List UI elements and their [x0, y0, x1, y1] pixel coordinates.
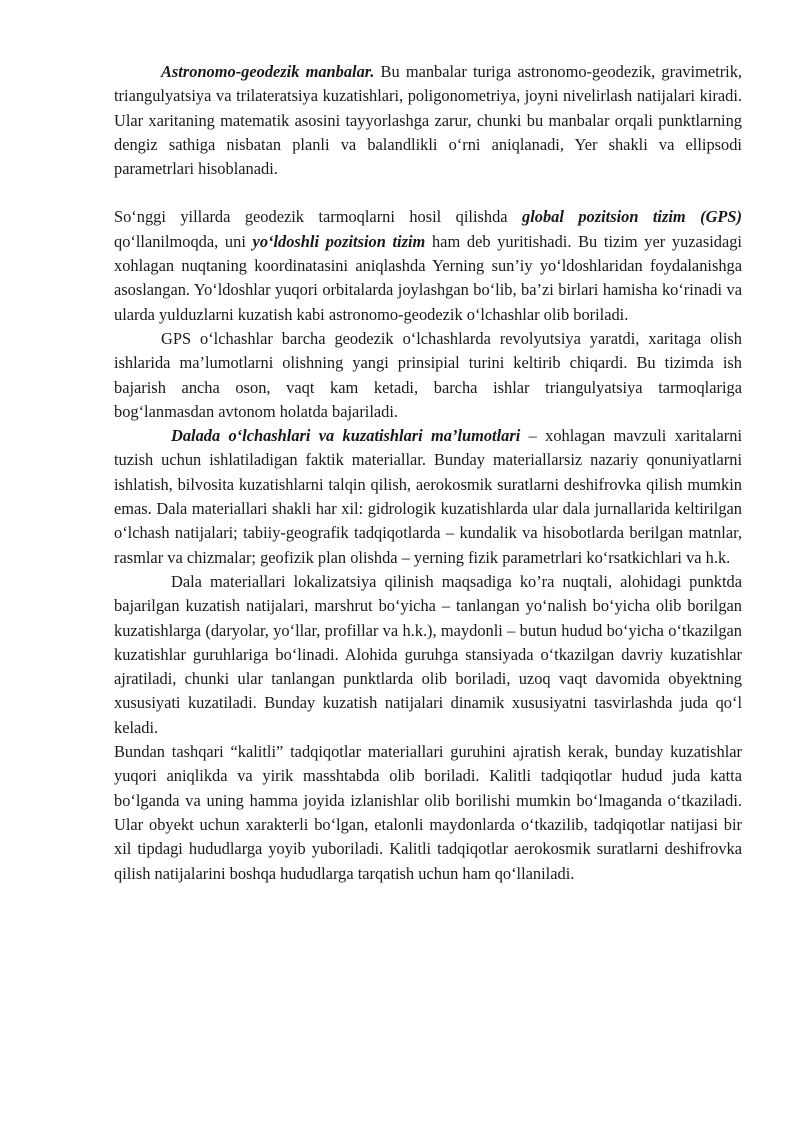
paragraph-gps-revolution: [114, 327, 742, 424]
paragraph-body: Bu manbalar turiga astronomo-geodezik, gravimetrik, triangulyatsiya va trilateratsiya kuzatishlari, poligonometriya, joyni nivelirlash natijalari kiradi. Ular xaritaning matematik asosini tayyorlashga zarur, chunki bu manbalar orqali punktlarning dengiz sathiga nisbatan planli va balandlikli o‘rni aniqlanadi, Yer shakli va ellipsodi parametrlari hisoblanadi.: [114, 62, 742, 179]
paragraph-field-localization: [114, 570, 742, 740]
paragraph-body: ham deb yuritishadi. Bu tizim yer yuzasidagi xohlagan nuqtaning koordinatasini aniqlashda Yerning sun’iy yo‘ldoshlaridan foydalanishga asoslangan. Yo‘ldoshlar yuqori orbitalarda joylashgan bo‘lib, ba’zi birlari hamisha ko‘rinadi va ularda yulduzlarni kuzatish kabi astronomo-geodezik o‘lchashlar olib boriladi.: [114, 231, 742, 324]
paragraph-field-data: [114, 424, 742, 570]
paragraph-key-research: [114, 740, 742, 886]
paragraph-astronomo-geodezik: [114, 60, 742, 181]
paragraph-body: GPS o‘lchashlar barcha geodezik o‘lchashlarda revolyutsiya yaratdi, xaritaga olish ishlarida ma’lumotlarni olishning yangi prinsipial turini keltirib chiqardi. Bu tizimda ish bajarish ancha oson, vaqt kam ketadi, barcha ishlar triangulyatsiya tarmoqlariga bog‘lanmasdan avtonom holatda bajariladi.: [114, 328, 742, 421]
paragraph-body: So‘nggi yillarda geodezik tarmoqlarni hosil qilishda: [114, 207, 522, 227]
paragraph-gps: [114, 205, 742, 326]
paragraph-body: qo‘llanilmoqda, uni: [114, 231, 253, 251]
document-page: [114, 60, 742, 886]
paragraph-lead-term: Dalada o‘lchashlari va kuzatishlari ma’lumotlari: [171, 426, 521, 446]
emphasis-term-gps: global pozitsion tizim (GPS): [522, 207, 742, 227]
paragraph-lead-term: Astronomo-geodezik manbalar.: [161, 62, 375, 81]
paragraph-body: Dala materiallari lokalizatsiya qilinish maqsadiga ko’ra nuqtali, alohidagi punktda bajarilgan kuzatish natijalari, marshrut bo‘yicha – tanlangan yo‘nalish bo‘yicha olib borilgan kuzatishlarga (daryolar, yo‘llar, profillar va h.k.), maydonli – butun hudud bo‘yicha o‘tkazilgan kuzatishlar guruhlariga bo‘linadi. Alohida guruhga stansiyada o‘tkazilgan davriy kuzatishlar ajratiladi, chunki ular tanlangan punktlarda olib boriladi, uzoq vaqt davomida obyektning xususiyati kuzatiladi. Bunday kuzatish natijalari dinamik xususiyatni tasvirlashda juda qo‘l keladi.: [114, 571, 742, 737]
paragraph-body: Bundan tashqari “kalitli” tadqiqotlar materiallari guruhini ajratish kerak, bunday kuzatishlar yuqori aniqlikda va yirik masshtabda olib boriladi. Kalitli tadqiqotlar hudud juda katta bo‘lganda va uning hamma joyida izlanishlar olib borilishi mumkin bo‘lmaganda o‘tkaziladi. Ular obyekt uchun xarakterli bo‘lgan, etalonli maydonlarda o‘tkazilib, tadqiqotlar natijasi bir xil tipdagi hududlarga yoyib yuboriladi. Kalitli tadqiqotlar aerokosmik suratlarni deshifrovka qilish natijalarini boshqa hududlarga tarqatish uchun ham qo‘llaniladi.: [114, 742, 742, 883]
paragraph-body: – xohlagan mavzuli xaritalarni tuzish uchun ishlatiladigan faktik materiallar. Bunday materiallarsiz nazariy qonuniyatlarni ishlatish, bilvosita kuzatishlarni talqin qilish, aerokosmik suratlarni deshifrovka qilish mumkin emas. Dala materiallari shakli har xil: gidrologik kuzatishlarda ular dala jurnallarida keltirilgan o‘lchash natijalari; tabiiy-geografik tadqiqotlarda – kundalik va hisobotlarda berilgan matnlar, rasmlar va chizmalar; geofizik plan olishda – yerning fizik parametrlari ko‘rsatkichlari va h.k.: [114, 426, 742, 567]
emphasis-term-satellite: yo‘ldoshli pozitsion tizim: [252, 231, 426, 251]
